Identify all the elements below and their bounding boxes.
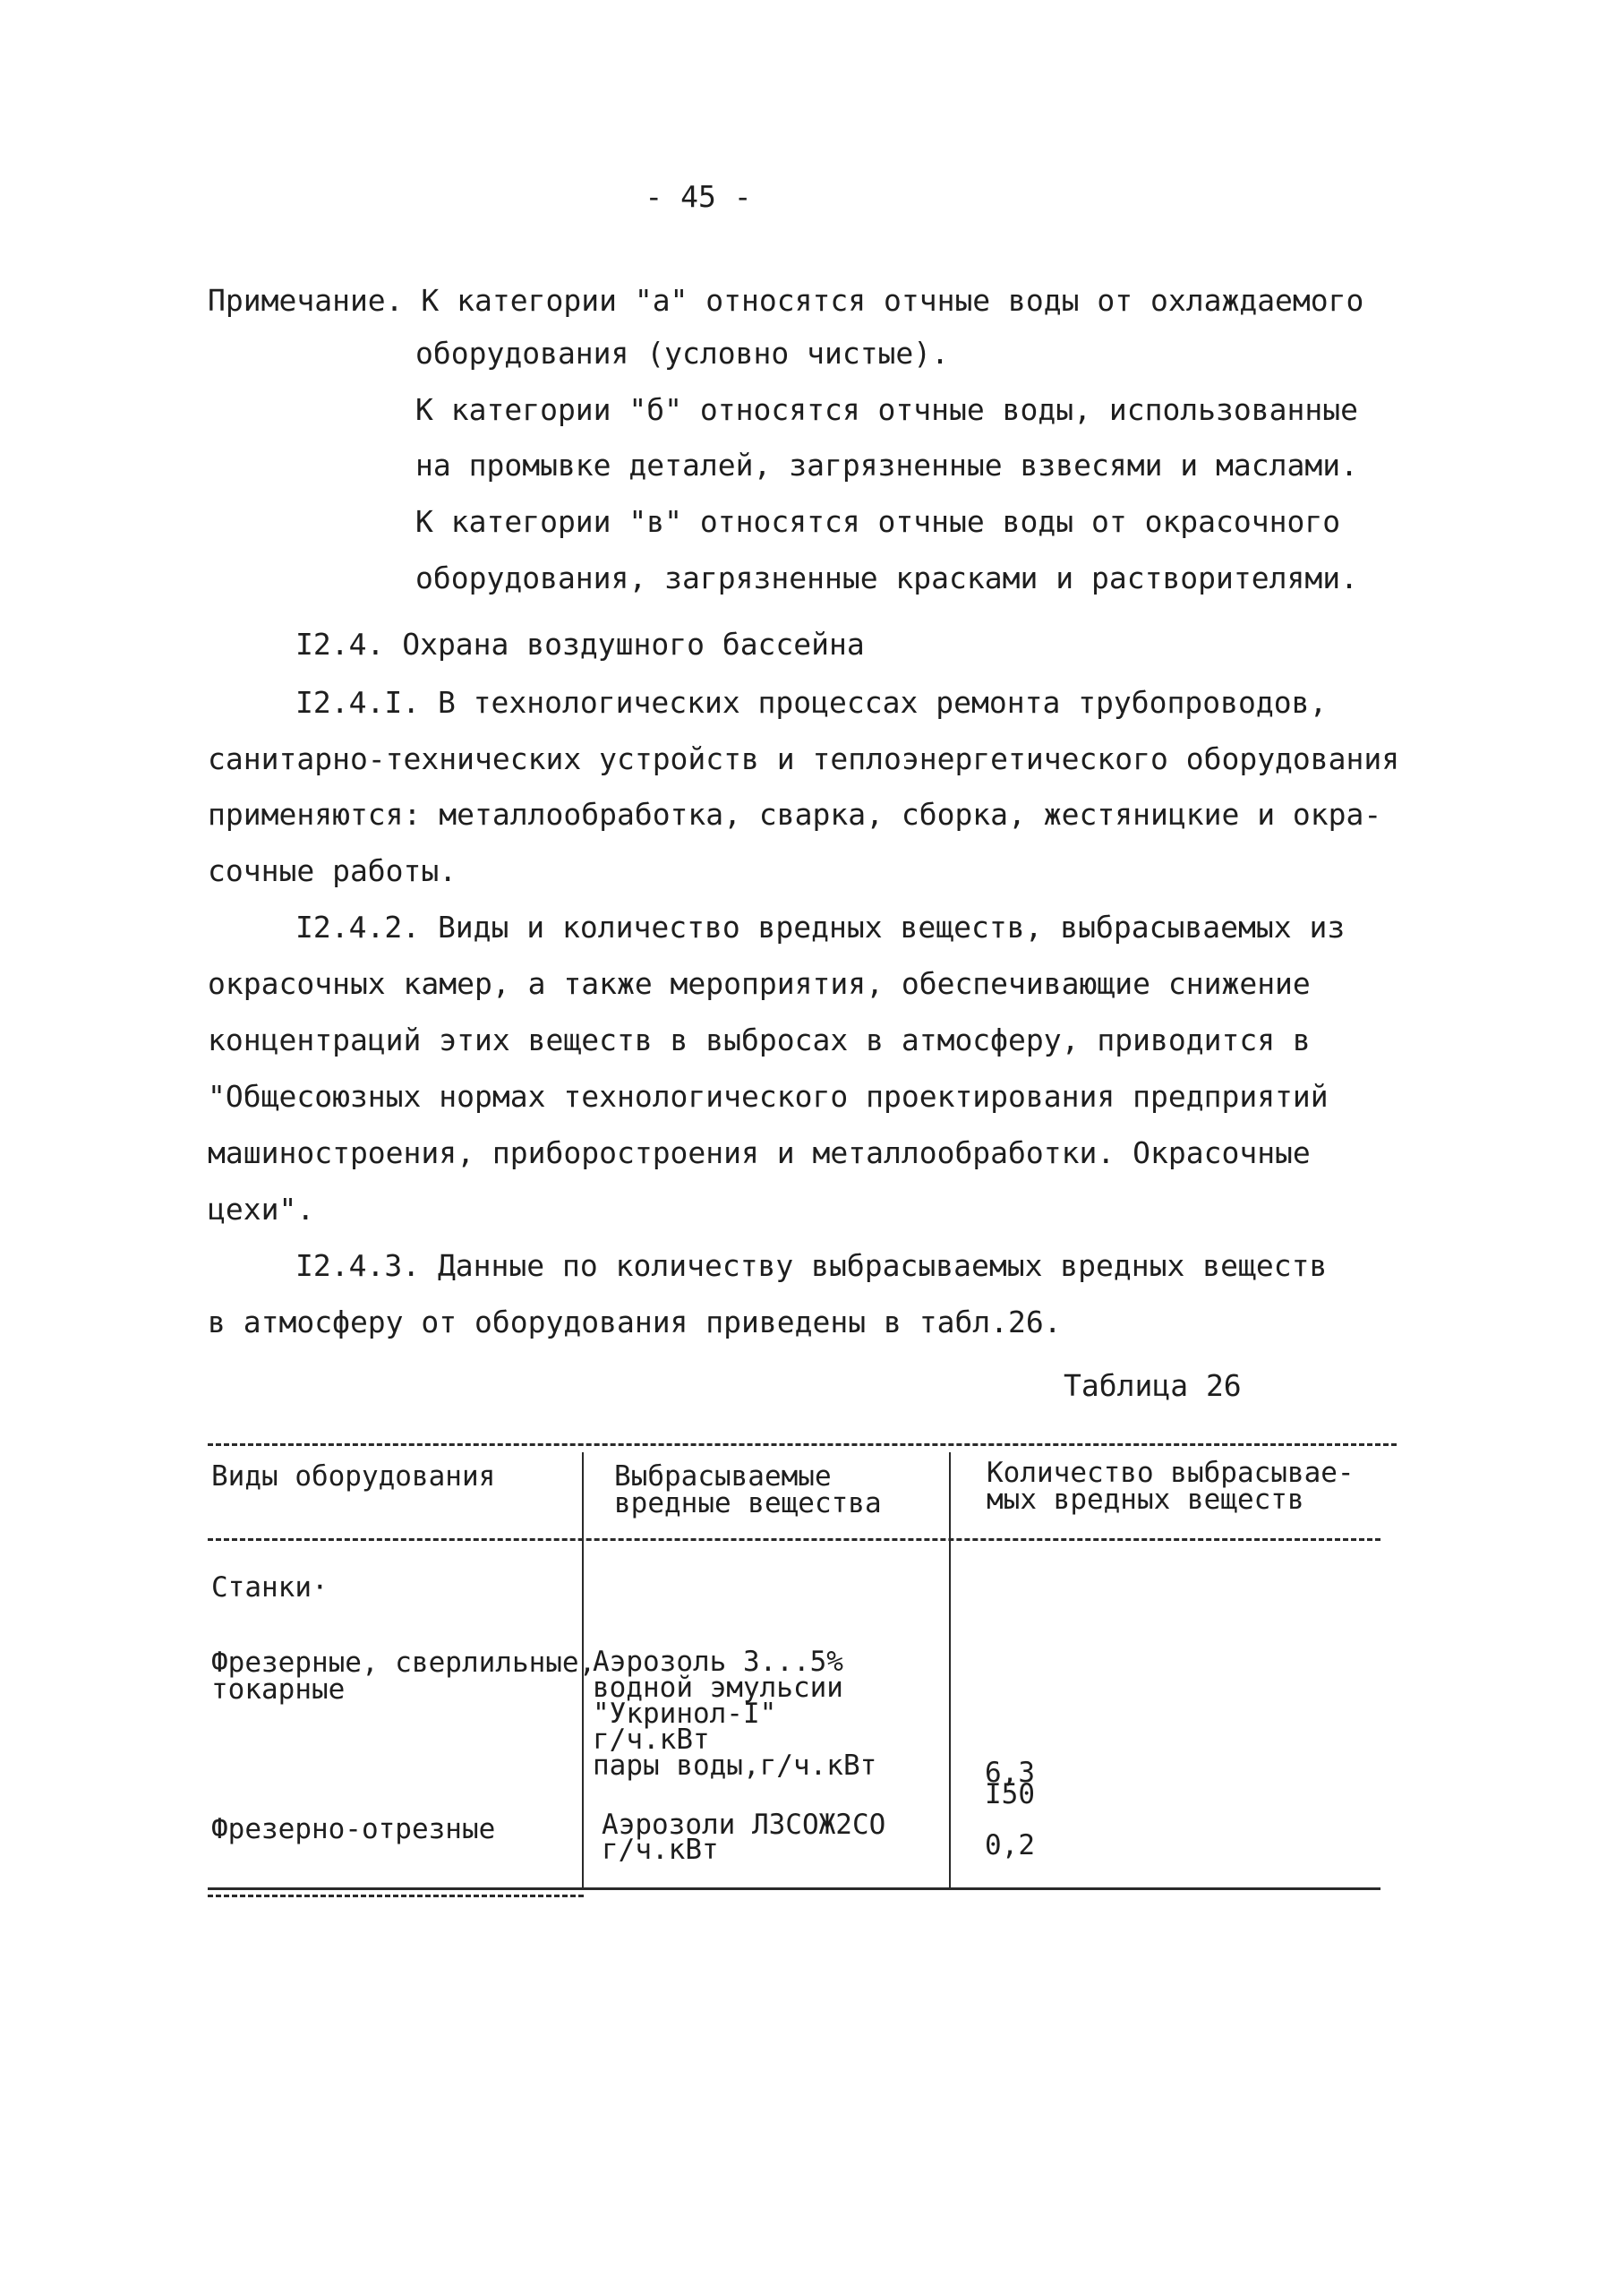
column-divider bbox=[949, 1452, 951, 1887]
paragraph-line: цехи". bbox=[208, 1192, 315, 1227]
table-bottom-rule-left bbox=[208, 1895, 584, 1897]
note-line-3: К категории "б" относятся отчные воды, использованные bbox=[415, 392, 1358, 427]
note-line-5: К категории "в" относятся отчные воды от окрасочного bbox=[415, 504, 1341, 539]
paragraph-line: I2.4.2. Виды и количество вредных веществ, выбрасываемых из bbox=[295, 910, 1346, 945]
paragraph-line: сочные работы. bbox=[208, 853, 457, 888]
paragraph-line: "Общесоюзных нормах технологического проектирования предприятий bbox=[208, 1079, 1329, 1114]
paragraph-line: применяются: металлообработка, сварка, сборка, жестяницкие и окра- bbox=[208, 797, 1382, 832]
header-equipment: Виды оборудования bbox=[211, 1460, 496, 1493]
table-cell-amount: 0,2 bbox=[985, 1829, 1035, 1861]
paragraph-line: машиностроения, приборостроения и металлообработки. Окрасочные bbox=[208, 1135, 1311, 1170]
section-heading: I2.4. Охрана воздушного бассейна bbox=[295, 627, 865, 662]
table-cell-equipment: Фрезерно-отрезные bbox=[211, 1813, 496, 1845]
paragraph-line: I2.4.3. Данные по количеству выбрасываемых вредных веществ bbox=[295, 1248, 1328, 1283]
note-line-1: Примечание. К категории "а" относятся отчные воды от охлаждаемого bbox=[208, 283, 1364, 318]
header-substances: Выбрасываемые вредные вещества bbox=[614, 1460, 882, 1519]
group-label: Станки· bbox=[211, 1571, 329, 1604]
note-line-4: на промывке деталей, загрязненные взвесями и маслами. bbox=[415, 448, 1358, 483]
table-bottom-rule bbox=[208, 1887, 1380, 1890]
page-number: - 45 - bbox=[645, 179, 752, 214]
table-cell-equipment: Фрезерные, сверлильные, токарные bbox=[211, 1647, 596, 1706]
paragraph-line: в атмосферу от оборудования приведены в табл.26. bbox=[208, 1305, 1062, 1339]
table-top-rule bbox=[208, 1443, 1397, 1446]
table-caption: Таблица 26 bbox=[1064, 1368, 1242, 1403]
paragraph-line: окрасочных камер, а также мероприятия, обеспечивающие снижение bbox=[208, 966, 1311, 1001]
emissions-table bbox=[208, 1443, 1397, 1896]
header-amount: Количество выбрасывае- мых вредных веществ bbox=[987, 1457, 1355, 1516]
table-cell-amount: 6,3 I50 bbox=[985, 1757, 1035, 1810]
paragraph-line: санитарно-технических устройств и теплоэнергетического оборудования bbox=[208, 741, 1400, 776]
table-header-rule bbox=[208, 1538, 1380, 1541]
note-line-2: оборудования (условно чистые). bbox=[415, 336, 950, 371]
paragraph-line: I2.4.I. В технологических процессах ремонта трубопроводов, bbox=[295, 685, 1328, 720]
note-line-6: оборудования, загрязненные красками и растворителями. bbox=[415, 560, 1358, 595]
table-cell-substances: Аэрозоли ЛЗСОЖ2СО г/ч.кВт bbox=[602, 1809, 886, 1866]
table-cell-substances: Аэрозоль 3...5% водной эмульсии "Укринол-I" г/ч.кВт пары воды,г/ч.кВт bbox=[593, 1646, 877, 1782]
paragraph-line: концентраций этих веществ в выбросах в атмосферу, приводится в bbox=[208, 1022, 1311, 1057]
